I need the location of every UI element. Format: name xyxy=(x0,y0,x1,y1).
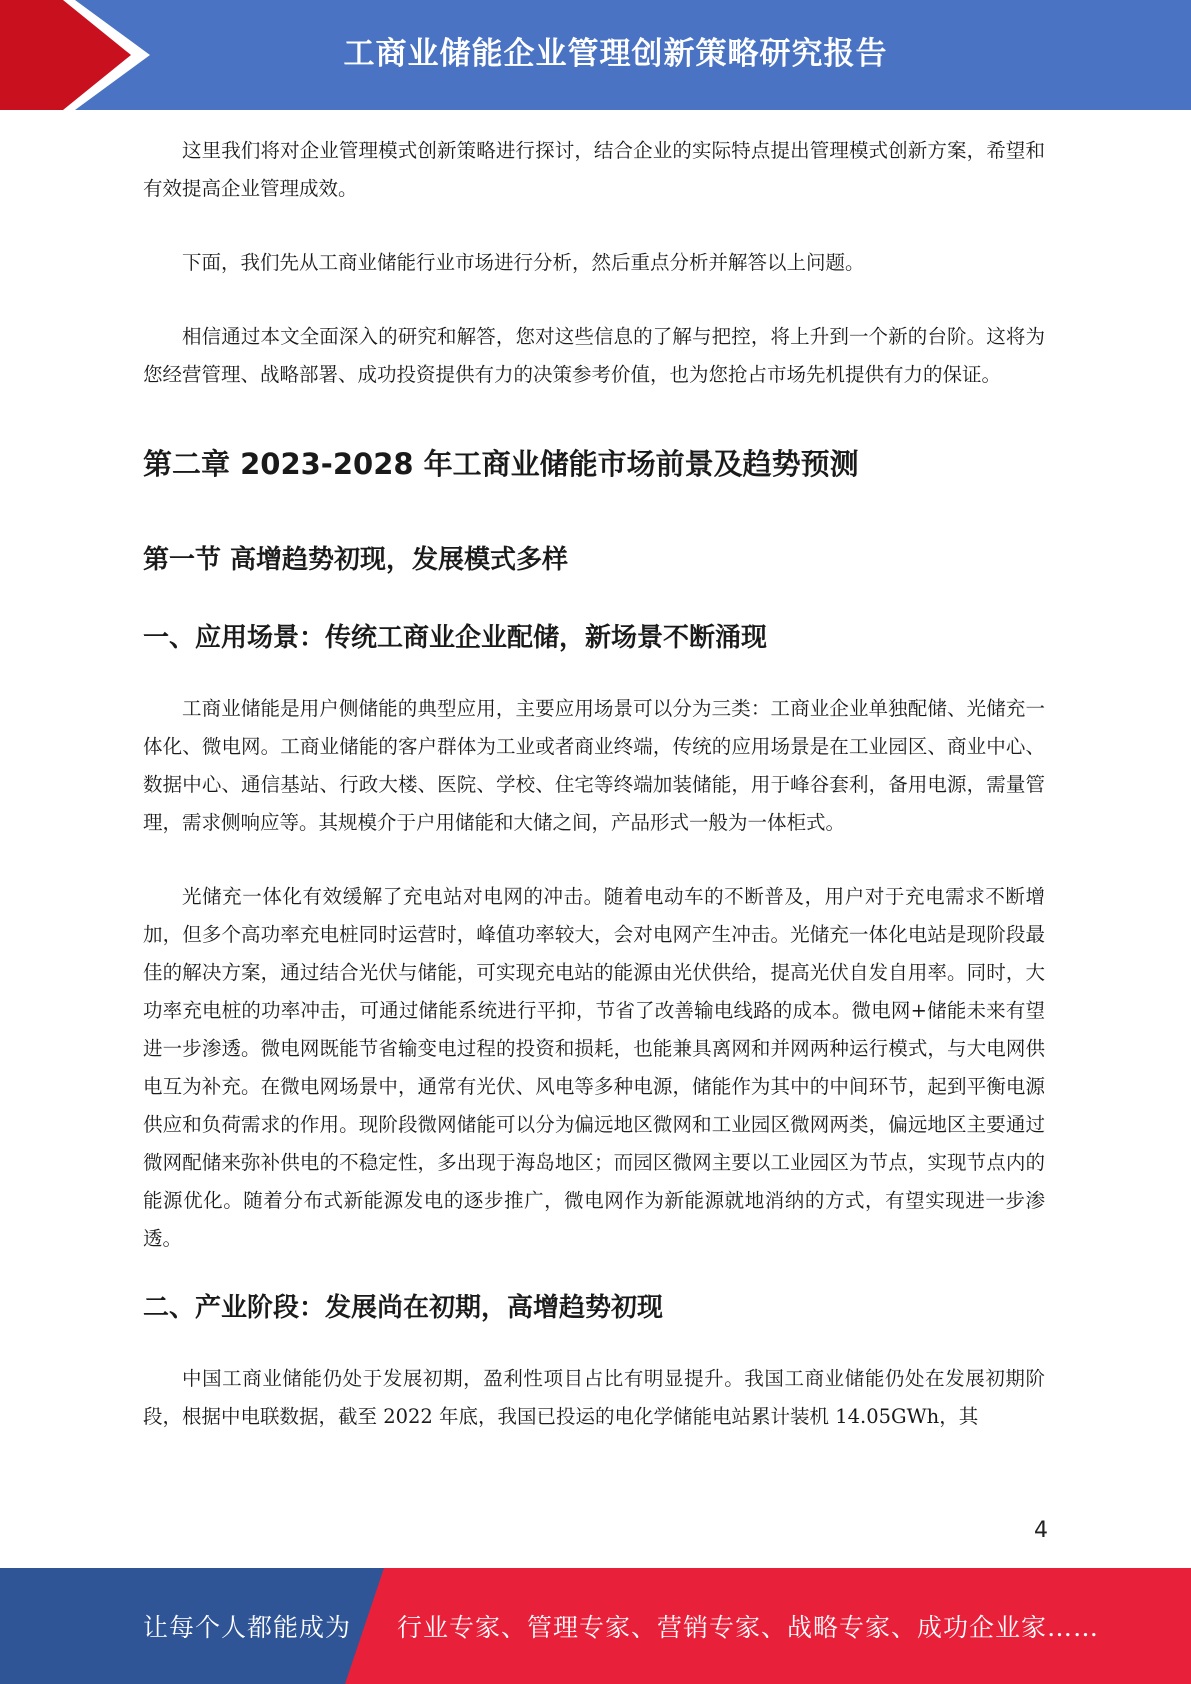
page-number: 4 xyxy=(1034,1518,1048,1543)
footer-slogan-right: 行业专家、管理专家、营销专家、战略专家、成功企业家…… xyxy=(397,1613,1100,1642)
section-heading: 第一节 高增趋势初现，发展模式多样 xyxy=(143,545,569,575)
subsection-1-paragraph-2: 光储充一体化有效缓解了充电站对电网的冲击。随着电动车的不断普及，用户对于充电需求不断增加，但多个高功率充电桩同时运营时，峰值功率较大，会对电网产生冲击。光储充一体化电站是现阶段最佳的解决方案，通过结合光伏与储能，可实现充电站的能源由光伏供给，提高光伏自发自用率。同时，大功率充电桩的功率冲击，可通过储能系统进行平抑，节省了改善输电线路的成本。微电网+储能未来有望进一步渗透。微电网既能节省输变电过程的投资和损耗，也能兼具离网和并网两种运行模式，与大电网供电互为补充。在微电网场景中，通常有光伏、风电等多种电源，储能作为其中的中间环节，起到平衡电源供应和负荷需求的作用。现阶段微网储能可以分为偏远地区微网和工业园区微网两类，偏远地区主要通过微网配储来弥补供电的不稳定性，多出现于海岛地区；而园区微网主要以工业园区为节点，实现节点内的能源优化。随着分布式新能源发电的逐步推广，微电网作为新能源就地消纳的方式，有望实现进一步渗透。 xyxy=(143,885,1045,1250)
subsection-heading-1: 一、应用场景：传统工商业企业配储，新场景不断涌现 xyxy=(143,623,768,653)
page-content xyxy=(143,132,1045,1472)
footer-banner xyxy=(0,1568,1191,1684)
chapter-heading: 第二章 2023-2028 年工商业储能市场前景及趋势预测 xyxy=(143,447,859,481)
header-banner xyxy=(0,0,1191,110)
subsection-1-paragraph-1: 工商业储能是用户侧储能的典型应用，主要应用场景可以分为三类：工商业企业单独配储、光储充一体化、微电网。工商业储能的客户群体为工业或者商业终端，传统的应用场景是在工业园区、商业中心、数据中心、通信基站、行政大楼、医院、学校、住宅等终端加装储能，用于峰谷套利，备用电源，需量管理，需求侧响应等。其规模介于户用储能和大储之间，产品形式一般为一体柜式。 xyxy=(143,697,1045,834)
subsection-heading-2: 二、产业阶段：发展尚在初期，高增趋势初现 xyxy=(143,1293,664,1323)
footer-slogan-left: 让每个人都能成为 xyxy=(143,1613,352,1642)
subsection-2-paragraph-1: 中国工商业储能仍处于发展初期，盈利性项目占比有明显提升。我国工商业储能仍处在发展初期阶段，根据中电联数据，截至 2022 年底，我国已投运的电化学储能电站累计装机 14.05GWh，其 xyxy=(143,1367,1045,1428)
intro-paragraph-2: 下面，我们先从工商业储能行业市场进行分析，然后重点分析并解答以上问题。 xyxy=(182,251,865,274)
document-title: 工商业储能企业管理创新策略研究报告 xyxy=(343,35,888,72)
intro-paragraph-3: 相信通过本文全面深入的研究和解答，您对这些信息的了解与把控，将上升到一个新的台阶。这将为您经营管理、战略部署、成功投资提供有力的决策参考价值，也为您抢占市场先机提供有力的保证。 xyxy=(143,325,1045,386)
intro-paragraph-1: 这里我们将对企业管理模式创新策略进行探讨，结合企业的实际特点提出管理模式创新方案，希望和有效提高企业管理成效。 xyxy=(143,139,1045,200)
